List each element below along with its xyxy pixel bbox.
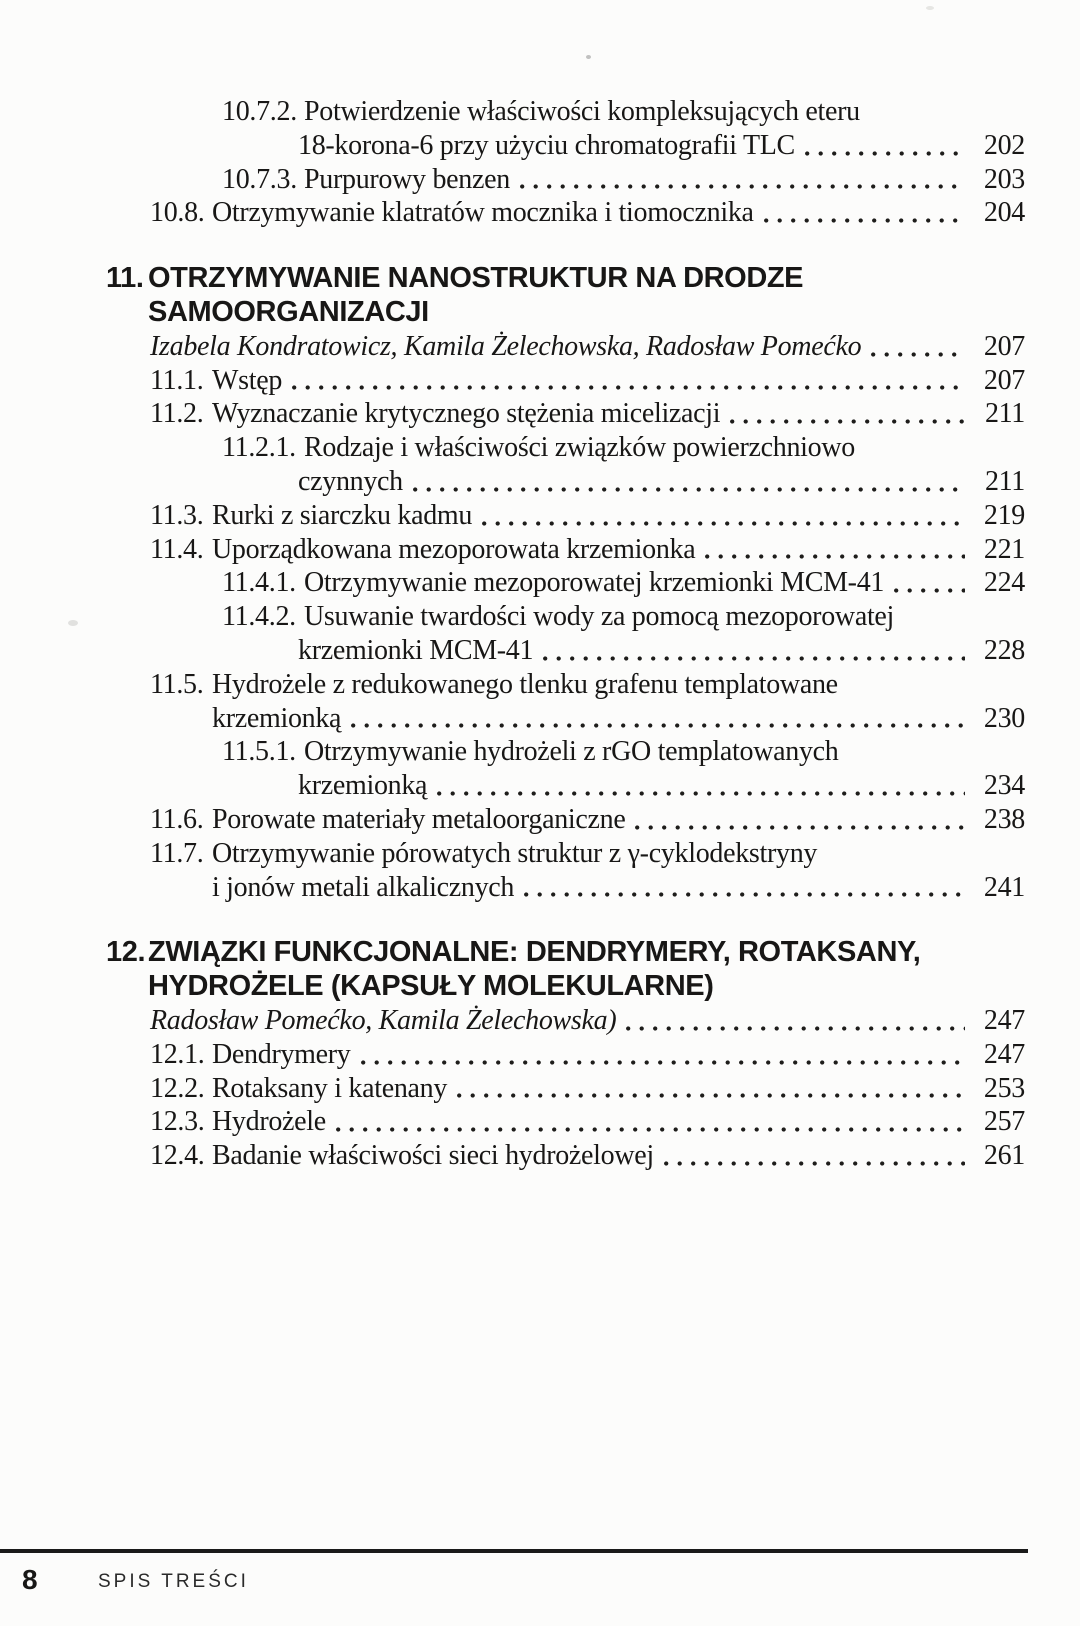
toc-entry-line [0,163,1025,197]
toc-entry [0,668,1025,736]
dot-leader [764,218,965,223]
toc-entry-line [0,95,1025,129]
entry-text: Porowate materiały metaloorganiczne [212,803,626,835]
page-ref: 247 [983,1038,1025,1070]
page-ref: 221 [983,533,1025,565]
page-ref: 257 [983,1106,1025,1138]
toc-entry [0,1139,1025,1173]
dot-leader [482,521,965,526]
toc-entry [0,1072,1025,1106]
entry-number: 11.6. [150,803,204,835]
toc-entry-line [0,465,1025,499]
toc-entry [0,837,1025,905]
page-ref: 207 [983,364,1025,396]
authors-names: Radosław Pomećko, Kamila Żelechowska) [150,1004,617,1036]
dot-leader [871,352,965,357]
entry-text: Otrzymywanie klatratów mocznika i tiomocznika [212,197,754,229]
entry-number: 11.4.2. [222,601,296,633]
chapter-heading [0,262,1025,330]
page-ref: 207 [983,330,1025,362]
toc-entry-line [0,364,1025,398]
toc-entry [0,397,1025,431]
toc-entry [0,196,1025,230]
entry-number: 12.3. [150,1106,205,1138]
toc-entry [0,600,1025,668]
chapter-heading-line [0,970,1025,1004]
dot-leader [361,1060,965,1065]
toc-entry-line [0,702,1025,736]
entry-number: 11.3. [150,499,204,531]
dot-leader [705,554,965,559]
page-ref: 247 [983,1004,1025,1036]
page-ref: 211 [984,398,1025,430]
dot-leader [292,385,965,390]
dot-leader [351,723,965,728]
dot-leader [437,791,965,796]
entry-text: Usuwanie twardości wody za pomocą mezoporowatej [304,601,895,633]
dot-leader [524,892,965,897]
entry-number: 12.1. [150,1038,205,1070]
dot-leader [635,825,965,830]
toc-entry [0,499,1025,533]
authors-line [0,330,1025,364]
entry-text: 18-korona-6 przy użyciu chromatografii TLC [298,129,795,161]
page-ref: 202 [983,129,1025,161]
entry-text: Wstęp [212,364,283,396]
toc-entry [0,1105,1025,1139]
toc-entry-line [0,769,1025,803]
toc-entry [0,566,1025,600]
page-ref: 238 [983,803,1025,835]
toc-entry-line [0,1139,1025,1173]
entry-text: czynnych [298,465,403,497]
chapter-title: OTRZYMYWANIE NANOSTRUKTUR NA DRODZE [148,262,804,295]
entry-number: 11.4.1. [222,567,296,599]
page-ref: 203 [983,163,1025,195]
dot-leader [805,151,965,156]
entry-number: 11.7. [150,837,204,869]
entry-text: Rotaksany i katenany [212,1072,448,1104]
entry-text: Rodzaje i właściwości związków powierzchniowo [304,432,855,464]
toc-entry [0,431,1025,499]
entry-text: Rurki z siarczku kadmu [212,499,473,531]
dot-leader [664,1161,965,1166]
dot-leader [413,487,965,492]
toc-entry [0,95,1025,163]
dot-leader [730,419,965,424]
toc-entry-line [0,668,1025,702]
dot-leader [336,1127,965,1132]
dot-leader [894,588,965,593]
entry-text: Potwierdzenie właściwości kompleksujących eteru [304,96,860,127]
footer-page-number: 8 [22,1564,38,1595]
toc-entry [0,1038,1025,1072]
chapter-heading [0,936,1025,1004]
page-ref: 224 [983,567,1025,599]
entry-text: Dendrymery [212,1038,351,1070]
chapter-title: HYDROŻELE (KAPSUŁY MOLEKULARNE) [148,970,714,1003]
toc-entry-line [0,566,1025,600]
entry-text: i jonów metali alkalicznych [212,871,515,903]
page-ref: 204 [983,197,1025,229]
toc-entry [0,364,1025,398]
page-ref: 253 [983,1072,1025,1104]
entry-text: Hydrożele z redukowanego tlenku grafenu templatowane [212,668,838,700]
toc-entry-line [0,1072,1025,1106]
entry-number: 10.8. [150,197,205,229]
toc-entry-line [0,431,1025,465]
footer-rule [0,1549,1028,1553]
entry-text: Otrzymywanie hydrożeli z rGO templatowanych [304,736,839,768]
toc-entry-line [0,499,1025,533]
toc-entry [0,163,1025,197]
entry-number: 12.4. [150,1140,205,1172]
toc-entry [0,735,1025,803]
toc-entry-line [0,397,1025,431]
entry-text: Uporządkowana mezoporowata krzemionka [212,533,696,565]
entry-text: krzemionką [212,702,342,734]
entry-number: 11.1. [150,364,204,396]
page-ref: 228 [983,634,1025,666]
entry-number: 12.2. [150,1072,205,1104]
entry-text: krzemionką [298,770,428,802]
toc-entry-line [0,533,1025,567]
entry-number: 10.7.3. [222,163,297,195]
toc-entry-line [0,196,1025,230]
authors-line [0,1004,1025,1038]
entry-text: krzemionki MCM-41 [298,634,534,666]
authors-names: Izabela Kondratowicz, Kamila Żelechowska, Radosław Pomećko [150,330,862,362]
chapter-number: 11. [106,262,144,295]
entry-number: 11.4. [150,533,204,565]
page-ref: 241 [983,871,1025,903]
toc-entry-line [0,1038,1025,1072]
toc-entry-line [0,600,1025,634]
dot-leader [457,1093,965,1098]
chapter-heading-line [0,936,1025,970]
chapter-title: SAMOORGANIZACJI [148,295,429,328]
dot-leader [543,656,965,661]
toc-entry [0,533,1025,567]
toc-entry-line [0,803,1025,837]
entry-text: Badanie właściwości sieci hydrożelowej [212,1140,654,1172]
entry-text: Purpurowy benzen [304,163,510,195]
toc-entry-line [0,837,1025,871]
toc-entry [0,803,1025,837]
dot-leader [626,1026,965,1031]
page-ref: 261 [983,1140,1025,1172]
toc-entry-line [0,871,1025,905]
chapter-title: ZWIĄZKI FUNKCJONALNE: DENDRYMERY, ROTAKSANY, [148,936,921,969]
entry-number: 10.7.2. [222,96,297,127]
page-ref: 234 [983,770,1025,802]
entry-number: 11.5.1. [222,736,296,768]
entry-text: Otrzymywanie pórowatych struktur z γ-cyklodekstryny [212,837,818,869]
chapter-heading-line [0,262,1025,296]
page-ref: 230 [983,702,1025,734]
page-ref: 211 [984,465,1025,497]
entry-number: 11.2.1. [222,432,296,464]
toc-entry-line [0,735,1025,769]
entry-number: 11.2. [150,398,204,430]
footer-running-title: SPIS TREŚCI [98,1571,249,1592]
entry-number: 11.5. [150,668,204,700]
page-ref: 219 [983,499,1025,531]
toc-entry-line [0,1105,1025,1139]
entry-text: Wyznaczanie krytycznego stężenia micelizacji [212,398,721,430]
toc-entry-line [0,129,1025,163]
chapter-number: 12. [106,936,146,969]
chapter-heading-line [0,296,1025,330]
entry-text: Hydrożele [212,1106,326,1138]
dot-leader [520,184,965,189]
entry-text: Otrzymywanie mezoporowatej krzemionki MCM-41 [304,567,885,599]
toc-entry-line [0,634,1025,668]
